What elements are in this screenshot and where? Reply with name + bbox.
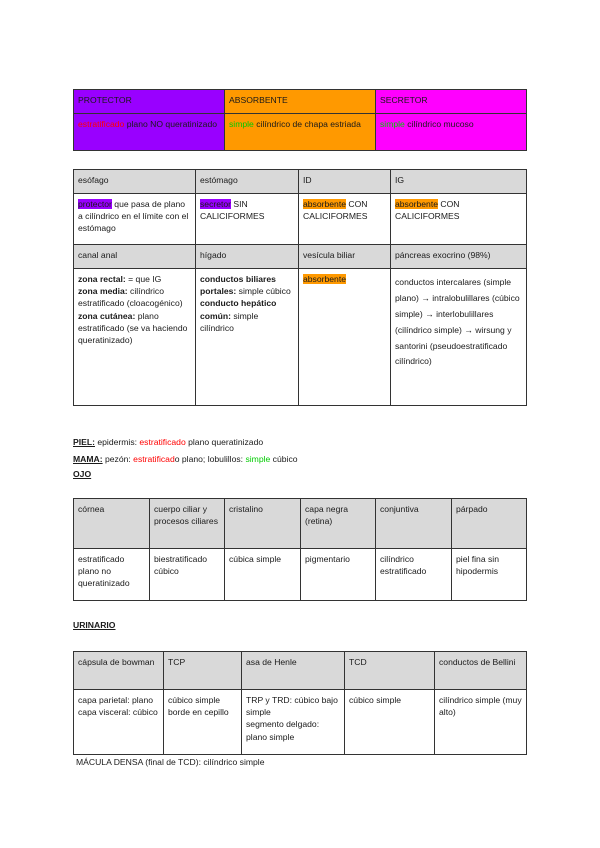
absorbente-cell: simple cilíndrico de chapa estriada <box>225 114 376 151</box>
id-cell: absorbente CON CALICIFORMES <box>299 194 391 245</box>
epithelium-types-table <box>73 89 527 151</box>
header-tcd: TCD <box>345 652 435 690</box>
header-conjuntiva: conjuntiva <box>376 499 452 549</box>
header-higado: hígado <box>196 245 299 269</box>
secretor-cell: simple cilíndrico mucoso <box>376 114 527 151</box>
header-cuerpo-ciliar: cuerpo ciliar y procesos ciliares <box>150 499 225 549</box>
header-vesicula: vesícula biliar <box>299 245 391 269</box>
secretor-header: SECRETOR <box>376 90 527 114</box>
tcp-cell: cúbico simple borde en cepillo <box>164 690 242 755</box>
canal-anal-cell: zona rectal: = que IG zona media: cilíndrico estratificado (cloacogénico) zona cutánea: plano estratificado (se va haciendo queratinizado) <box>74 269 196 406</box>
vesicula-cell: absorbente <box>299 269 391 406</box>
tcd-cell: cúbico simple <box>345 690 435 755</box>
header-estomago: estómago <box>196 170 299 194</box>
urinario-title: URINARIO <box>73 620 116 630</box>
absorbente-header: ABSORBENTE <box>225 90 376 114</box>
header-parpado: párpado <box>452 499 527 549</box>
urinario-table <box>73 651 527 755</box>
cuerpo-ciliar-cell: biestratificado cúbico <box>150 549 225 601</box>
header-cornea: córnea <box>74 499 150 549</box>
estomago-cell: secretor SIN CALICIFORMES <box>196 194 299 245</box>
ig-cell: absorbente CON CALICIFORMES <box>391 194 527 245</box>
higado-cell: conductos biliares portales: simple cúbico conducto hepático común: simple cilíndrico <box>196 269 299 406</box>
parpado-cell: piel fina sin hipodermis <box>452 549 527 601</box>
capa-negra-cell: pigmentario <box>301 549 376 601</box>
ojo-title: OJO <box>73 469 92 479</box>
protector-header: PROTECTOR <box>74 90 225 114</box>
protector-cell: estratificado plano NO queratinizado <box>74 114 225 151</box>
pancreas-cell: conductos intercalares (simple plano) → intralobulillares (cúbico simple) → interlobulillares (cilíndrico simple) → wirsung y santorini (pseudoestratificado cilíndrico) <box>391 269 527 406</box>
mama-line: MAMA: pezón: estratificado plano; lobulillos: simple cúbico <box>73 454 298 464</box>
header-tcp: TCP <box>164 652 242 690</box>
esofago-cell: protector que pasa de plano a cilíndrico en el límite con el estómago <box>74 194 196 245</box>
header-bowman: cápsula de bowman <box>74 652 164 690</box>
cristalino-cell: cúbica simple <box>225 549 301 601</box>
header-bellini: conductos de Bellini <box>435 652 527 690</box>
header-canal-anal: canal anal <box>74 245 196 269</box>
macula-densa-line: MÁCULA DENSA (final de TCD): cilíndrico simple <box>76 757 265 767</box>
conjuntiva-cell: cilíndrico estratificado <box>376 549 452 601</box>
ojo-table <box>73 498 527 601</box>
header-capa-negra: capa negra (retina) <box>301 499 376 549</box>
header-id: ID <box>299 170 391 194</box>
cornea-cell: estratificado plano no queratinizado <box>74 549 150 601</box>
henle-cell: TRP y TRD: cúbico bajo simple segmento delgado: plano simple <box>242 690 345 755</box>
header-henle: asa de Henle <box>242 652 345 690</box>
header-ig: IG <box>391 170 527 194</box>
bowman-cell: capa parietal: plano capa visceral: cúbico <box>74 690 164 755</box>
piel-line: PIEL: epidermis: estratificado plano queratinizado <box>73 437 264 447</box>
header-cristalino: cristalino <box>225 499 301 549</box>
bellini-cell: cilíndrico simple (muy alto) <box>435 690 527 755</box>
header-esofago: esófago <box>74 170 196 194</box>
header-pancreas: páncreas exocrino (98%) <box>391 245 527 269</box>
digestive-table <box>73 169 527 406</box>
